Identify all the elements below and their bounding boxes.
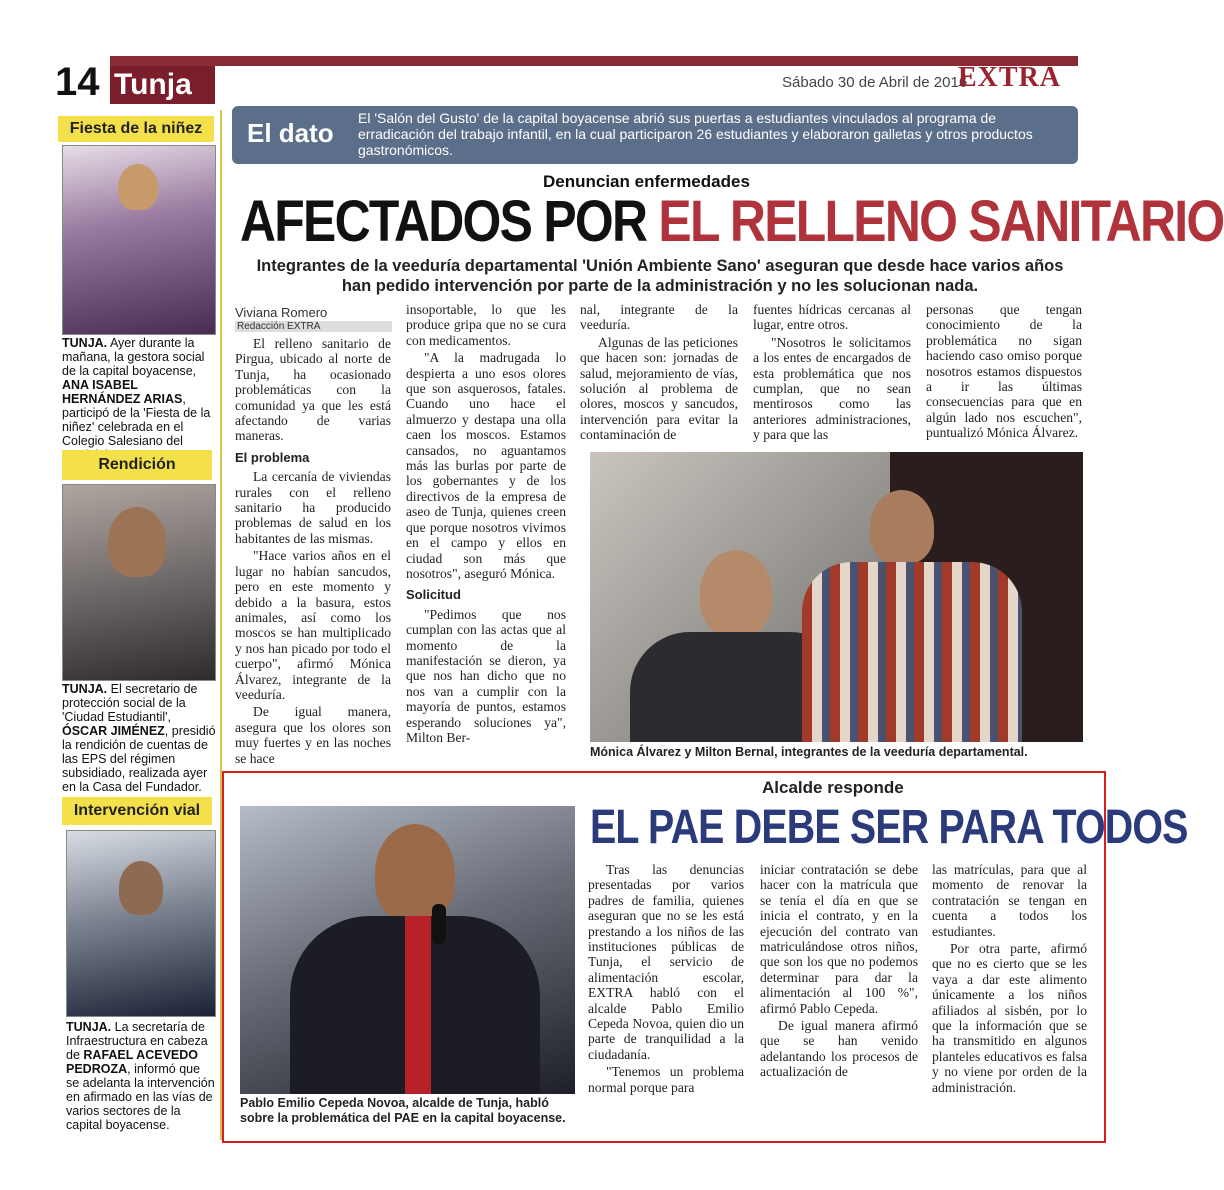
- sidebar-caption-rendicion: [62, 682, 217, 794]
- paragraph: La cercanía de viviendas rurales con el relleno sanitario ha producido problemas de salud en los habitantes de las mismas.: [235, 469, 391, 546]
- paragraph: "Nosotros le solicitamos a los entes de encargados de esta problemática que nos cumplan, que no sean mentirosos como las anteriores administraciones, y para que las: [753, 334, 911, 443]
- caption-text: Ayer durante la mañana, la gestora social de la capital boyacense,: [62, 336, 205, 378]
- article2-kicker: Alcalde responde: [762, 778, 904, 797]
- caption-text: , participó de la 'Fiesta de la niñez' celebrada en el Colegio Salesiano del: [62, 392, 211, 448]
- article1-headline: [240, 188, 1224, 255]
- sidebar-heading-rendicion: Rendición: [62, 450, 212, 480]
- person-head-icon: [119, 861, 163, 915]
- headline-red-part: EL RELLENO SANITARIO: [658, 189, 1224, 254]
- section-subheading: El problema: [235, 449, 310, 465]
- article2-column-1: [588, 862, 744, 1097]
- el-dato-text: El 'Salón del Gusto' de la capital boyacense abrió sus puertas a estudiantes vinculados al programa de erradicación del trabajo infantil, en la cual participaron 26 estudiantes y elaboraron galletas y otros productos gastronómicos.: [358, 110, 1033, 158]
- mayor-photo-caption: Pablo Emilio Cepeda Novoa, alcalde de Tunja, habló sobre la problemática del PAE en la capital boyacense.: [240, 1096, 566, 1125]
- paragraph: "Pedimos que nos cumplan con las actas que al momento de la manifestación se dieron, ya que nos han dicho que no nos van a cumplir con la mayoría de puntos, estamos esperando soluciones ya", Milton Ber-: [406, 606, 566, 745]
- newspaper-logo: EXTRA: [958, 62, 1062, 93]
- caption-text: La secretaría de Infraestructura en cabeza de: [66, 1020, 208, 1062]
- sidebar-photo-gestora: [62, 145, 216, 335]
- paragraph: El relleno sanitario de Pirgua, ubicado al norte de Tunja, ha ocasionado problemáticas con la comunidad ya que les está afectando de varias maneras.: [235, 336, 391, 444]
- section-subheading: Solicitud: [406, 587, 461, 603]
- article1-column-3: [580, 302, 738, 445]
- caption-name: RAFAEL ACEVEDO PEDROZA: [66, 1048, 198, 1076]
- caption-lead: TUNJA.: [62, 336, 108, 350]
- el-dato-label: El dato: [247, 118, 334, 148]
- paragraph: Tras las denuncias presentadas por varios padres de familia, quienes aseguran que no se les está prestando a los niños de las instituciones públicas de Tunja, el servicio de alimentación escolar, EXTRA habló con el alcalde Pablo Emilio Cepeda Novoa, quien dio un parte de tranquilidad a la ciudadanía.: [588, 862, 744, 1062]
- headline-black-part: AFECTADOS POR: [240, 189, 659, 254]
- article1-column-5: [926, 302, 1082, 443]
- paragraph: "A la madrugada lo despierta a uno esos olores que son asquerosos, fatales. Cuando uno hace el almuerzo y destapa una olla caen los moscos. Estamos cansados, no aguantamos más las burlas por parte de los gobernantes y de los directivos de la empresa de aseo de Tunja, quienes creen que porque nosotros vivimos en el campo y ellos en ciudad son más que nosotros", aseguró Mónica.: [406, 350, 566, 581]
- caption-lead: TUNJA.: [66, 1020, 112, 1034]
- woman-head-icon: [700, 550, 772, 636]
- article2-column-3: [932, 862, 1087, 1097]
- person-head-icon: [118, 164, 158, 210]
- paragraph: Por otra parte, afirmó que no es cierto que se les vaya a dar este alimento únicamente a los niños afiliados al sisbén, por lo que la información que se ha transmitido en algunos planteles educativos es falsa y no viene por orden de la administración.: [932, 941, 1087, 1095]
- page-number: 14: [55, 60, 100, 104]
- paragraph: nal, integrante de la veeduría.: [580, 302, 738, 333]
- article1-subhead: Integrantes de la veeduría departamental 'Unión Ambiente Sano' aseguran que desde hace varios años han pedido intervención por parte de la administración y no les solucionan nada.: [256, 257, 1064, 295]
- caption-name: ÓSCAR JIMÉNEZ: [62, 724, 165, 738]
- paragraph: De igual manera afirmó que se han venido adelantando los procesos de actualización de: [760, 1018, 918, 1080]
- article1-column-1: [235, 336, 391, 768]
- caption-text: , presidió la rendición de cuentas de las EPS del régimen subsidiado, realizada ayer en la Casa del Fundador.: [62, 724, 216, 794]
- byline-role: Redacción EXTRA: [235, 321, 392, 332]
- article1-kicker: Denuncian enfermedades: [543, 172, 750, 191]
- paragraph: insoportable, lo que les produce gripa que no se cura con medicamentos.: [406, 302, 566, 348]
- paragraph: iniciar contratación se debe hacer con la matrícula que se tenía el día en que se inicia el contrato, y en la ejecución del contrato van matriculándose otros niños, que son los que no podemos determinar para dar la alimentación al 100 %", afirmó Pablo Cepeda.: [760, 862, 918, 1016]
- caption-text: El secretario de protección social de la 'Ciudad Estudiantil',: [62, 682, 198, 724]
- issue-date: Sábado 30 de Abril de 2016: [782, 74, 968, 91]
- mayor-photo: [240, 806, 575, 1094]
- header-stripe: [110, 56, 1078, 66]
- paragraph: fuentes hídricas cercanas al lugar, entre otros.: [753, 302, 911, 333]
- paragraph: De igual manera, asegura que los olores son muy fuertes y en las noches se hace: [235, 704, 391, 766]
- sidebar-caption-fiesta: [62, 336, 214, 462]
- sidebar-photo-infraestructura: [66, 830, 216, 1017]
- man-plaid-shirt: [802, 562, 1022, 742]
- sidebar-photo-secretario: [62, 484, 216, 681]
- veeduria-photo: [590, 452, 1083, 742]
- paragraph: personas que tengan conocimiento de la problemática no sigan haciendo caso omiso porque nosotros estamos dispuestos a ir las últimas consecuencias para que en algún lado nos escuchen", puntualizó Mónica Álvarez.: [926, 302, 1082, 441]
- microphone-icon: [432, 904, 446, 944]
- section-title: Tunja: [110, 66, 215, 104]
- mayor-tie-shape: [405, 916, 431, 1094]
- paragraph: las matrículas, para que al momento de renovar la contratación se tengan en cuenta a todos los estudiantes.: [932, 862, 1087, 939]
- article2-column-2: [760, 862, 918, 1082]
- sidebar-caption-intervencion: [66, 1020, 216, 1132]
- caption-lead: TUNJA.: [62, 682, 108, 696]
- man-head-icon: [870, 490, 934, 564]
- paragraph: "Hace varios años en el lugar no habían sancudos, pero en este momento y debido a la basura, estos animales, así como los moscos se han multiplicado y nos han picado por todo el cuerpo", afirmó Mónica Álvarez, integrante de la veeduría.: [235, 548, 391, 702]
- caption-text: , informó que se adelanta la intervención en afirmado en las vías de varios sectores de la capital boyacense.: [66, 1062, 215, 1132]
- person-head-icon: [108, 507, 166, 577]
- sidebar-heading-fiesta: Fiesta de la niñez: [58, 116, 214, 142]
- paragraph: "Tenemos un problema normal porque para: [588, 1064, 744, 1095]
- paragraph: Algunas de las peticiones que hacen son: jornadas de salud, mejoramiento de vías, solución al problema de olores, moscos y sancudos, intervención para evitar la contaminación de: [580, 334, 738, 443]
- caption-name: ANA ISABEL HERNÁNDEZ ARIAS: [62, 378, 183, 406]
- byline-name: Viviana Romero: [235, 305, 328, 320]
- article1-column-4: [753, 302, 911, 445]
- article2-headline: EL PAE DEBE SER PARA TODOS: [590, 801, 1188, 854]
- article1-column-2: [406, 302, 566, 747]
- veeduria-photo-caption: Mónica Álvarez y Milton Bernal, integrantes de la veeduría departamental.: [590, 745, 1028, 759]
- sidebar-heading-intervencion: Intervención vial: [62, 797, 212, 825]
